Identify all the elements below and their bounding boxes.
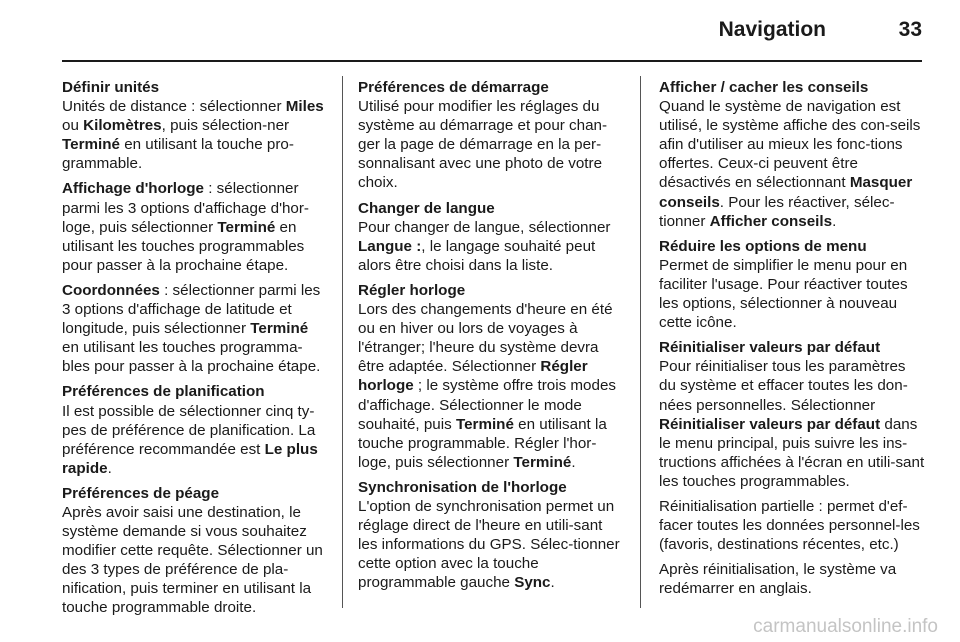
section-body: Réinitialisation partielle : permet d'ef-facer toutes les données personnel-les (favoris, destinations récentes, etc.) (659, 497, 920, 554)
column-left (62, 78, 328, 618)
section-heading: Préférences de planification (62, 383, 265, 401)
section-affichage-horloge (62, 179, 328, 274)
bold-term: Miles (285, 98, 324, 116)
column-divider (342, 76, 343, 608)
section-body (62, 179, 328, 274)
text-run: en utilisant la touche pro-grammable. (62, 136, 294, 173)
section-body (659, 97, 925, 231)
bold-term: Réinitialiser valeurs par défaut (659, 415, 881, 433)
text-run: Pour réinitialiser tous les paramètres du système et effacer toutes les don-nées personnelles. Sélectionner (659, 358, 908, 414)
column-right (659, 78, 925, 604)
text-run: ou (62, 117, 84, 135)
bold-term: Langue : (358, 237, 422, 255)
bold-term: Terminé (455, 415, 514, 433)
section-body (358, 300, 624, 472)
section-coordonnees (62, 281, 328, 376)
section-synchronisation-horloge (358, 478, 624, 593)
bold-term: Kilomètres (83, 117, 162, 135)
section-body: Utilisé pour modifier les réglages du système au démarrage et pour chan-ger la page de démarrage en la per-sonnalisant avec une photo de votre choix. (358, 98, 608, 192)
section-body (358, 218, 624, 275)
section-preferences-planification (62, 382, 328, 477)
section-body (62, 402, 328, 478)
section-heading: Changer de langue (358, 199, 495, 217)
section-body (659, 357, 925, 491)
section-heading: Réduire les options de menu (659, 237, 867, 255)
text-run: . (550, 574, 555, 592)
text-run: Pour changer de langue, sélectionner (358, 218, 611, 236)
bold-term: Masquer conseils (659, 174, 913, 211)
section-body: Permet de simplifier le menu pour en faciliter l'usage. Pour réactiver toutes les options, sélectionner à nouveau cette icône. (659, 256, 908, 332)
bold-term: Sync (514, 574, 551, 592)
column-middle (358, 78, 624, 592)
section-body (62, 97, 328, 173)
watermark: carmanualsonline.info (753, 616, 938, 637)
text-run: Quand le système de navigation est utilisé, le système affiche des con-seils afin d'utiliser au mieux les fonc-tions offertes. Ceux-ci peuvent être désactivés en sélectionnant (659, 98, 921, 192)
section-preferences-peage (62, 484, 328, 618)
section-reinitialiser-valeurs (659, 338, 925, 598)
text-run: . (571, 453, 576, 471)
text-run: Unités de distance : sélectionner (62, 98, 286, 116)
section-definir-unites (62, 78, 328, 173)
section-heading: Synchronisation de l'horloge (358, 478, 567, 496)
header-rule (62, 60, 922, 62)
text-run: , le langage souhaité peut alors être choisi dans la liste. (358, 237, 596, 274)
section-heading: Définir unités (62, 79, 160, 96)
text-run: : sélectionner parmi les 3 options d'affichage d'hor-loge, puis sélectionner (62, 180, 309, 236)
page-header (62, 14, 922, 58)
bold-term: Terminé (217, 218, 276, 236)
text-run: . Pour les réactiver, sélec-tionner (659, 193, 895, 230)
section-reduire-options-menu (659, 237, 925, 332)
section-heading: Régler horloge (358, 281, 466, 299)
section-heading: Afficher / cacher les conseils (659, 79, 869, 96)
section-body: Après avoir saisi une destination, le système demande si vous souhaitez modifier cette requête. Sélectionner un des 3 types de préférence de pla-nification, puis terminer en utilisant la touche programmable droite. (62, 503, 323, 617)
bold-term: Coordonnées (62, 281, 160, 299)
section-heading: Réinitialiser valeurs par défaut (659, 339, 881, 357)
section-body: Après réinitialisation, le système va redémarrer en anglais. (659, 561, 897, 598)
section-heading: Préférences de démarrage (358, 79, 549, 96)
section-body (62, 281, 328, 376)
page-number: 33 (898, 18, 922, 41)
section-changer-langue (358, 199, 624, 275)
page-title: Navigation (718, 18, 826, 41)
text-run: , puis sélection-ner (161, 117, 290, 135)
text-run: L'option de synchronisation permet un réglage direct de l'heure en utili-sant les informations du GPS. Sélec-tionner cette option avec la touche programmable gauche (358, 497, 620, 592)
section-body (358, 497, 624, 592)
text-run: dans le menu principal, puis suivre les ins-tructions affichées à l'écran en utili-sant les touches programmables. (659, 415, 925, 490)
column-divider (640, 76, 641, 608)
bold-term: Terminé (62, 136, 120, 154)
section-afficher-cacher-conseils (659, 78, 925, 231)
text-run: . (107, 459, 112, 477)
text-run: en utilisant les touches programmables pour passer à la prochaine étape. (62, 218, 305, 274)
bold-term: Affichage d'horloge (62, 180, 204, 198)
section-preferences-demarrage (358, 78, 624, 193)
text-run: ; le système offre trois modes d'affichage. Sélectionner le mode souhaité, puis (358, 377, 616, 433)
section-regler-horloge (358, 281, 624, 472)
text-run: en utilisant les touches programma-bles pour passer à la prochaine étape. (62, 339, 321, 376)
bold-term: Le plus rapide (62, 440, 318, 477)
text-run: Il est possible de sélectionner cinq ty-pes de préférence de planification. La préférence recommandée est (62, 402, 316, 458)
text-run: en utilisant la touche programmable. Régler l'hor-loge, puis sélectionner (358, 415, 607, 471)
text-run: . (832, 212, 837, 230)
bold-term: Afficher conseils (709, 212, 833, 230)
bold-term: Terminé (513, 453, 572, 471)
text-run: : sélectionner parmi les 3 options d'affichage de latitude et longitude, puis sélectionner (62, 281, 321, 338)
text-run: Lors des changements d'heure en été ou en hiver ou lors de voyages à l'étranger; l'heure du système devra être adaptée. Sélectionner (358, 301, 613, 376)
bold-term: Terminé (250, 320, 309, 338)
bold-term: Régler horloge (358, 358, 588, 395)
section-heading: Préférences de péage (62, 484, 220, 502)
